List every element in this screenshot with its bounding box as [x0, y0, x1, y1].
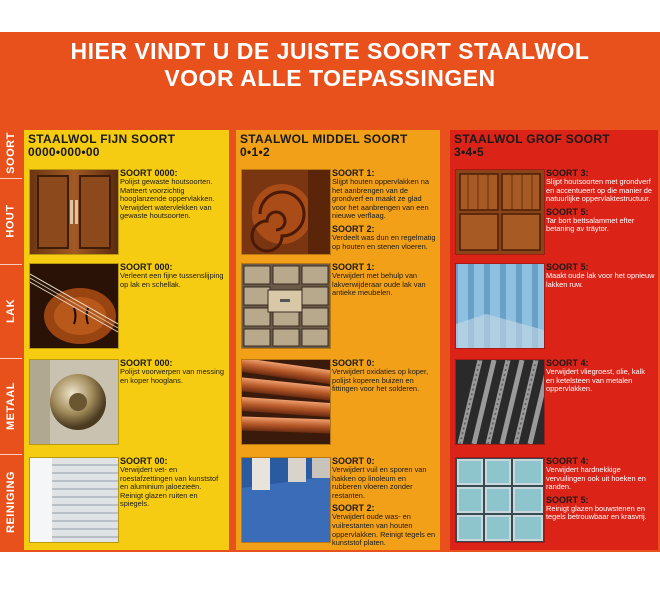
grade-description: Verwijdert vliegroest, olie, kalk en ketelsteen van metalen oppervlakken. — [546, 367, 645, 394]
column-title: STAALWOL MIDDEL SOORT — [240, 132, 408, 146]
grade-heading: SOORT 0: — [332, 456, 375, 466]
column-fijn — [24, 130, 229, 550]
grade-heading: SOORT 5: — [546, 494, 589, 505]
grade-heading: SOORT 5: — [546, 206, 589, 217]
poster-title — [0, 38, 660, 92]
grade-description: Verwijdert met behulp van lakverwijderaar oude lak van antieke meubelen. — [332, 271, 426, 298]
column-header-grof — [454, 133, 610, 159]
grade-description: Polijst voorwerpen van messing en koper hooglans. — [120, 367, 224, 385]
grade-description: Maakt oude lak voor het opnieuw lakken ruw. — [546, 271, 655, 289]
grade-heading: SOORT 4: — [546, 456, 589, 466]
column-middel — [236, 130, 440, 550]
cell-text — [332, 168, 437, 254]
grade-description: Tar bort bettsalammet efter betaning av träytor. — [546, 215, 635, 234]
cell-grof-metaal — [450, 357, 658, 447]
grade-heading: SOORT 3: — [546, 168, 589, 178]
grade-description: Verleent een fijne tussenslijping op lak en schellak. — [120, 271, 224, 289]
cell-text — [332, 358, 437, 397]
cell-middel-hout — [236, 167, 440, 257]
cell-grof-lak — [450, 261, 658, 351]
blue-floor-photo — [241, 457, 331, 543]
carved-wood-scroll-photo — [241, 169, 331, 255]
cell-text — [546, 456, 655, 525]
cell-middel-reiniging — [236, 455, 440, 548]
row-label-lak: LAK — [5, 298, 18, 324]
cell-text — [120, 262, 226, 292]
title-line-1: HIER VINDT U DE JUISTE SOORT STAALWOL — [70, 38, 590, 64]
cell-middel-lak — [236, 261, 440, 351]
grade-description: Slijpt houtsoorten met grondverf en accentueert op die manier de natuurlijke oppervlaktestructuur. — [546, 177, 653, 204]
cell-fijn-metaal — [24, 357, 229, 447]
cell-text — [332, 456, 437, 551]
grade-heading: SOORT 00: — [120, 456, 168, 466]
window-blinds-photo — [29, 457, 119, 543]
grade-description: Verwijdert oude was- en vuilrestanten van houten oppervlakken. Reinigt tegels en kunststof platen. — [332, 512, 436, 548]
grade-description: Verwijdert vuil en sporen van hakken op linoleum en rubberen vloeren zonder restanten. — [332, 465, 427, 500]
copper-pipes-photo — [241, 359, 331, 445]
cabinet-door-photo — [29, 169, 119, 255]
grade-heading: SOORT 0000: — [120, 168, 178, 178]
grade-heading: SOORT 2: — [332, 223, 375, 234]
grade-heading: SOORT 1: — [332, 262, 375, 272]
row-label-hout: HOUT — [5, 204, 18, 238]
grade-description: Slijpt houten oppervlakken na het aanbrengen van de grondverf en maakt ze glad voor het aanbrengen van een nieuwe verflaag. — [332, 177, 429, 221]
poster — [0, 32, 660, 552]
grade-heading: SOORT 5: — [546, 262, 589, 272]
grade-description: Polijst gewaste houtsoorten. Matteert voorzichtig hooglanzende oppervlakken. Verwijdert watervlekken van gewaste houtsoorten. — [120, 177, 215, 221]
wooden-shutter-photo — [455, 169, 545, 255]
cell-fijn-hout — [24, 167, 229, 257]
column-grades: 0000•000•00 — [28, 145, 100, 159]
cell-grof-hout — [450, 167, 658, 257]
grade-description: Verwijdert hardnekkige vervuilingen ook uit hoeken en randen. — [546, 465, 646, 492]
violin-photo — [29, 263, 119, 349]
rebar-photo — [455, 359, 545, 445]
grade-heading: SOORT 2: — [332, 503, 375, 514]
drawer-cabinet-photo — [241, 263, 331, 349]
grade-description: Verwijdert oxidaties op koper, polijst koperen buizen en fittingen voor het solderen. — [332, 367, 429, 394]
cell-text — [332, 262, 437, 301]
column-title: STAALWOL FIJN SOORT — [28, 132, 176, 146]
grade-description: Verwijdert vet- en roestafzettingen van kunststof en aluminium jaloezieën. Reinigt glazen ruiten en spiegels. — [120, 465, 219, 509]
glass-blocks-photo — [455, 457, 545, 543]
cell-text — [120, 358, 226, 388]
grade-heading: SOORT 4: — [546, 358, 589, 368]
cell-text — [546, 168, 655, 237]
cell-text — [546, 358, 655, 397]
column-title: STAALWOL GROF SOORT — [454, 132, 610, 146]
column-grof — [450, 130, 658, 550]
grade-heading: SOORT 1: — [332, 168, 375, 178]
title-line-2: VOOR ALLE TOEPASSINGEN — [164, 65, 496, 91]
cell-text — [120, 168, 226, 224]
grade-description: Verdeelt was dun en regelmatig op houten en stenen vloeren. — [332, 232, 436, 251]
grade-heading: SOORT 000: — [120, 262, 173, 272]
column-grades: 3•4•5 — [454, 145, 484, 159]
cell-text — [546, 262, 655, 292]
row-label-metaal: METAAL — [5, 381, 18, 431]
cell-middel-metaal — [236, 357, 440, 447]
cell-fijn-reiniging — [24, 455, 229, 545]
row-label-soort: SOORT — [5, 132, 17, 174]
door-knob-photo — [29, 359, 119, 445]
column-header-middel — [240, 133, 408, 159]
painted-metal-panels-photo — [455, 263, 545, 349]
column-header-fijn — [28, 133, 175, 159]
cell-fijn-lak — [24, 261, 229, 351]
grade-heading: SOORT 000: — [120, 358, 173, 368]
row-label-reiniging: REINIGING — [5, 471, 18, 533]
grade-description: Reinigt glazen bouwstenen en tegels betrouwbaar en krasvrij. — [546, 503, 647, 522]
column-grades: 0•1•2 — [240, 145, 270, 159]
cell-grof-reiniging — [450, 455, 658, 545]
cell-text — [120, 456, 226, 512]
grade-heading: SOORT 0: — [332, 358, 375, 368]
